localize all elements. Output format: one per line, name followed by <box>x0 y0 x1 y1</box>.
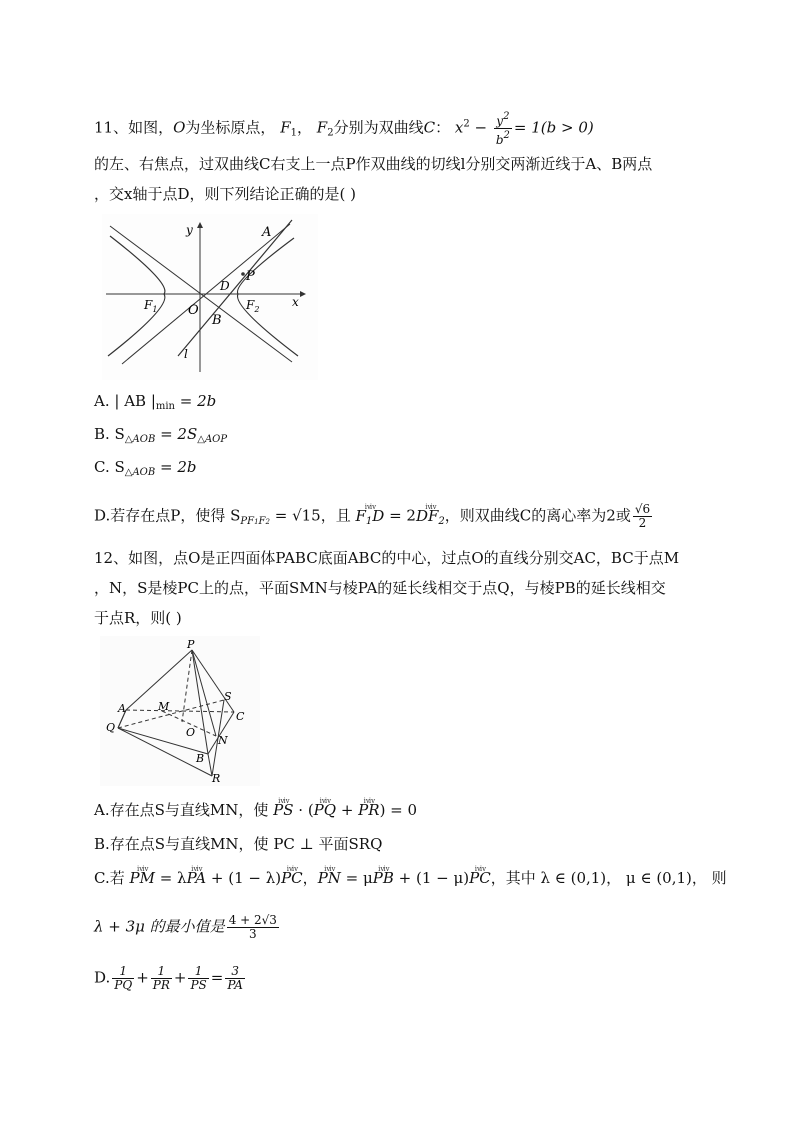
label-M: M <box>158 700 170 713</box>
q12-optC-vec-PC1: ⅳⅳ PC <box>281 868 303 888</box>
tetrahedron-figure <box>100 636 260 786</box>
q12-optA-pre: A.存在点S与直线MN，使 <box>94 801 274 819</box>
q12-optC-mid2: + (1 − μ) <box>393 869 470 887</box>
label-Q: Q <box>106 721 116 734</box>
q12-optC-fraction <box>227 914 279 941</box>
q11-optA-pre: A. | AB | <box>94 392 156 410</box>
q12-optC-vec-PB: ⅳⅳ PB <box>373 868 394 888</box>
q11-optA-post: = 2b <box>175 392 217 410</box>
q12-option-D <box>94 965 247 992</box>
q11-text: 分别为双曲线 <box>333 118 424 137</box>
q11-option-D <box>94 503 654 532</box>
q11-optD-post: ，则双曲线C的离心率为2或 <box>444 506 631 525</box>
q11-optD-frac-den: 2 <box>638 516 647 530</box>
label-D: D <box>220 279 230 293</box>
hyperbola-figure <box>102 214 318 380</box>
q11-F1-sub: 1 <box>290 127 297 139</box>
q12-optD-f4-den: PA <box>227 978 243 992</box>
q11-optD-vec2-sub: 2 <box>438 515 445 527</box>
label-O: O <box>188 303 199 318</box>
q12-optC-pre: C.若 <box>94 869 130 887</box>
label-B: B <box>196 752 205 765</box>
q12-optA-post: ) = 0 <box>379 801 418 819</box>
q12-optC-vec-PN: ⅳⅳ PN <box>318 868 341 888</box>
q12-option-B: B.存在点S与直线MN，使 PC ⊥ 平面SRQ <box>94 835 383 853</box>
q11-optB-pre: B. S <box>94 425 125 443</box>
q12-optD-f2-num: 1 <box>151 965 172 979</box>
point-P <box>241 272 245 276</box>
q11-optD-vec1-F: F <box>355 506 366 525</box>
q11-option-B <box>94 424 227 450</box>
q11-eq-num-exp: 2 <box>503 111 510 122</box>
label-O: O <box>186 726 196 739</box>
q12-optD-frac2 <box>151 965 172 992</box>
q12-optD-frac1 <box>112 965 134 992</box>
q11-eq-x: x <box>454 118 464 137</box>
q12-optC-line2-pre: λ + 3μ 的最小值是 <box>94 917 225 936</box>
q11-eq-num-var: y <box>496 114 504 128</box>
label-P: P <box>246 269 255 284</box>
q12-optD-pre: D. <box>94 968 111 987</box>
q12-optC-mid1: + (1 − λ) <box>206 869 282 887</box>
label-C: C <box>236 710 245 723</box>
label-F2-main: F <box>246 298 255 312</box>
q11-optD-eq: = √15，且 <box>269 506 356 525</box>
q11-eq-den-exp: 2 <box>503 130 510 141</box>
q11-option-A <box>94 391 216 417</box>
q12-optC-frac-num: 4 + 2√3 <box>228 913 277 927</box>
q12-line1: 12、如图，点O是正四面体PABC底面ABC的中心，过点O的直线分别交AC，BC于点M <box>94 549 680 567</box>
q11-line2: 的左、右焦点，过双曲线C右支上一点P作双曲线的切线l分别交两渐近线于A、B两点 <box>94 155 653 173</box>
q11-optD-vector2 <box>416 506 445 532</box>
q11-comma: ， <box>297 118 313 137</box>
q11-text: 为坐标原点， <box>185 118 276 137</box>
label-S: S <box>224 690 232 703</box>
q11-optD-vec1-sub: 1 <box>365 515 373 527</box>
q12-optC-frac-den: 3 <box>248 927 257 941</box>
q11-optC-pre: C. S <box>94 458 125 476</box>
q12-option-C-line2 <box>94 914 281 941</box>
q12-optC-post: ，其中 λ ∈ (0,1)， μ ∈ (0,1)， 则 <box>490 869 727 887</box>
figure-bg <box>102 214 318 380</box>
q12-optA-vec-PS: ⅳⅳ PS <box>273 800 293 820</box>
q12-optD-plus2: + <box>173 968 187 987</box>
q11-eq-exp: 2 <box>463 118 470 130</box>
q12-optC-vec-PM: ⅳⅳ PM <box>129 868 154 888</box>
label-N: N <box>218 734 228 747</box>
q12-optD-eq: = <box>210 968 224 987</box>
label-R: R <box>212 772 221 785</box>
q12-optC-eq1: = λ <box>154 869 187 887</box>
q11-optD-subscript <box>240 516 270 527</box>
q11-optD-fraction <box>633 503 652 530</box>
label-B: B <box>212 313 222 328</box>
q11-eq-num <box>494 110 512 129</box>
q11-optB-sub2: △AOP <box>197 434 228 445</box>
label-F1-main: F <box>144 298 153 312</box>
q12-optA-mid: · ( <box>293 801 314 819</box>
q11-C: C <box>423 118 436 137</box>
q12-optD-f1-num: 1 <box>112 965 134 979</box>
q11-eq-rhs: = 1(b > 0) <box>513 118 594 137</box>
q11-option-C <box>94 457 196 483</box>
q11-line3: ，交x轴于点D，则下列结论正确的是( ) <box>94 185 356 203</box>
q12-optC-vec-PC2: ⅳⅳ PC <box>469 868 491 888</box>
q11-F2-sub: 2 <box>327 127 334 139</box>
q12-option-A <box>94 800 417 820</box>
q12-option-C <box>94 868 727 888</box>
q12-optA-plus: + <box>336 801 359 819</box>
q12-optD-f1-den: PQ <box>114 978 133 992</box>
q11-optD-vec2-main: DF <box>415 506 439 525</box>
q12-optD-frac3 <box>188 965 208 992</box>
q11-eq-fraction <box>494 110 512 147</box>
q11-O: O <box>173 118 186 137</box>
q11-optD-eq2: = 2 <box>384 506 416 525</box>
q11-eq-den <box>494 129 512 147</box>
q12-line3: 于点R，则( ) <box>94 609 182 627</box>
q11-optD-sub-a: PF <box>240 515 255 527</box>
q12-line2: ，N，S是棱PC上的点，平面SMN与棱PA的延长线相交于点Q，与棱PB的延长线相交 <box>94 579 666 597</box>
q11-optD-sub-d: 2 <box>265 517 270 526</box>
label-P: P <box>187 638 195 651</box>
q11-optB-mid: = 2S <box>155 425 198 443</box>
q12-optA-vec-PQ: ⅳⅳ PQ <box>314 800 336 820</box>
label-A: A <box>262 225 272 240</box>
q11-optD-frac-num: √6 <box>634 502 651 516</box>
q12-optD-f3-num: 1 <box>188 965 208 979</box>
q11-optD-vector1 <box>356 506 385 532</box>
label-x: x <box>292 295 299 309</box>
q12-optD-frac4 <box>225 965 245 992</box>
label-A: A <box>118 702 126 715</box>
q11-eq-minus: − <box>469 118 492 137</box>
q12-optC-vec-PA: ⅳⅳ PA <box>187 868 207 888</box>
q12-optC-eq2: = μ <box>340 869 373 887</box>
q11-line1 <box>94 110 594 147</box>
q12-optD-plus1: + <box>136 968 149 987</box>
q12-optD-f4-num: 3 <box>225 965 245 979</box>
q11-optA-sub: min <box>155 401 175 412</box>
label-F1-sub: 1 <box>152 305 158 314</box>
q11-text: 11、如图， <box>94 118 174 137</box>
q11-optD-sub-c: F <box>258 515 266 527</box>
q11-eq-den-var: b <box>495 133 504 147</box>
q12-optD-f3-den: PS <box>190 978 207 992</box>
q12-optA-vec-PR: ⅳⅳ PR <box>358 800 379 820</box>
q11-F1: F <box>280 118 291 137</box>
q11-F2: F <box>316 118 328 137</box>
q11-optD-sub-b: 1 <box>254 517 259 526</box>
label-F2-sub: 2 <box>254 305 260 314</box>
q12-optD-f2-den: PR <box>152 978 170 992</box>
q11-optD-vec1-D: D <box>372 506 385 525</box>
q11-optC-post: = 2b <box>155 458 197 476</box>
label-l: l <box>184 347 188 361</box>
label-y: y <box>186 223 193 237</box>
q11-optC-sub: △AOB <box>124 467 156 478</box>
q11-optD-pre: D.若存在点P，使得 S <box>94 506 241 525</box>
q11-optB-sub1: △AOB <box>124 434 156 445</box>
q12-optC-sep: ， <box>302 869 318 887</box>
q11-colon: ： <box>435 118 451 137</box>
